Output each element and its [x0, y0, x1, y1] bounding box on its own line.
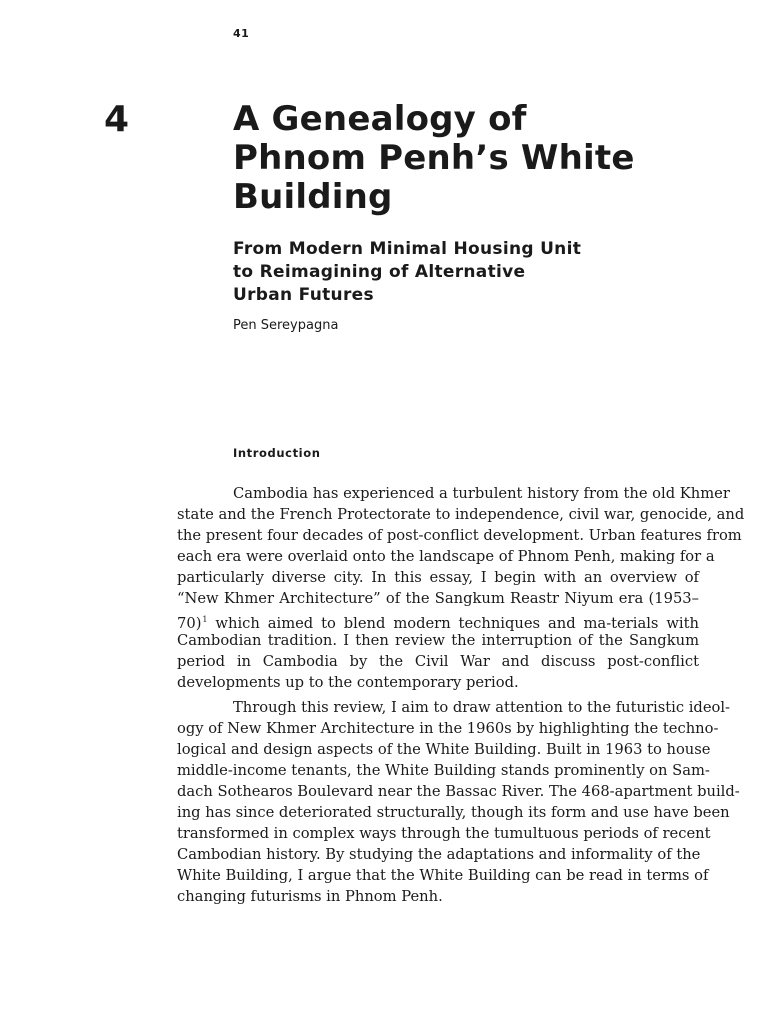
text-line: ing has since deteriorated structurally, though its form and use have been	[177, 804, 730, 821]
text-line: ogy of New Khmer Architecture in the 1960s by highlighting the techno-	[177, 720, 719, 737]
chapter-number: 4	[104, 99, 130, 140]
text-line: Through this review, I aim to draw attention to the futuristic ideol-	[233, 699, 731, 716]
text-line: Cambodian tradition. I then review the interruption of the Sangkum	[177, 632, 699, 649]
paragraph-1	[177, 483, 745, 693]
text-line: period in Cambodia by the Civil War and discuss post-conflict	[177, 653, 699, 670]
text-line: Cambodia has experienced a turbulent history from the old Khmer	[233, 485, 730, 502]
text-line: developments up to the contemporary period.	[177, 674, 519, 691]
subtitle-line: to Reimagining of Alternative	[233, 262, 526, 282]
page-number: 41	[233, 27, 250, 40]
line-prefix: 70)	[177, 615, 202, 632]
subtitle-line: Urban Futures	[233, 285, 374, 305]
text-line: changing futurisms in Phnom Penh.	[177, 888, 443, 905]
chapter-subtitle	[233, 238, 703, 307]
text-line: each era were overlaid onto the landscape of Phnom Penh, making for a	[177, 548, 715, 565]
subtitle-line: From Modern Minimal Housing Unit	[233, 239, 582, 259]
body-text	[177, 483, 745, 907]
text-line: Cambodian history. By studying the adaptations and informality of the	[177, 846, 701, 863]
line-rest: which aimed to blend modern techniques and ma-terials with	[215, 615, 699, 632]
text-line-with-footnote	[177, 609, 699, 630]
chapter-title-line: Phnom Penh’s White	[233, 138, 635, 178]
paragraph-2	[177, 697, 740, 907]
section-heading: Introduction	[233, 446, 321, 460]
text-line: “New Khmer Architecture” of the Sangkum Reastr Niyum era (1953–	[177, 590, 699, 607]
chapter-title-line: A Genealogy of	[233, 99, 527, 139]
footnote-marker[interactable]: 1	[202, 615, 208, 624]
text-line: the present four decades of post-conflict development. Urban features from	[177, 527, 742, 544]
text-line: White Building, I argue that the White Building can be read in terms of	[177, 867, 709, 884]
text-line: dach Sothearos Boulevard near the Bassac River. The 468-apartment build-	[177, 783, 740, 800]
text-line: middle-income tenants, the White Building stands prominently on Sam-	[177, 762, 710, 779]
text-line: particularly diverse city. In this essay, I begin with an overview of	[177, 569, 699, 586]
text-line: logical and design aspects of the White Building. Built in 1963 to house	[177, 741, 711, 758]
chapter-title	[233, 100, 703, 217]
chapter-title-line: Building	[233, 177, 393, 217]
author-name: Pen Sereypagna	[233, 318, 339, 333]
text-line: state and the French Protectorate to independence, civil war, genocide, and	[177, 506, 745, 523]
text-line: transformed in complex ways through the tumultuous periods of recent	[177, 825, 711, 842]
